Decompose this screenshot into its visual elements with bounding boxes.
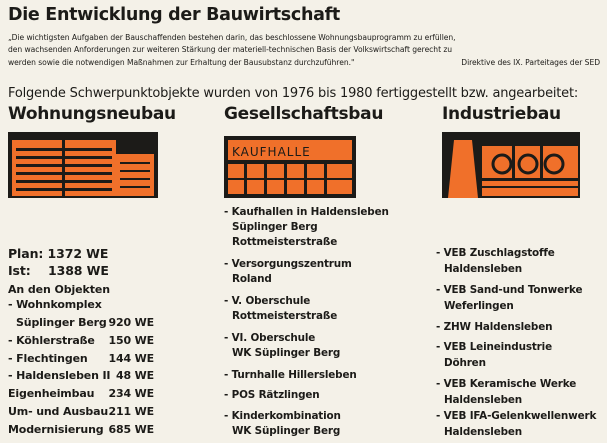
gesellschaftsbau-item: Rottmeisterstraße (232, 236, 338, 248)
housing-row-value: 144 WE (108, 352, 154, 365)
industriebau-item: Haldensleben (444, 394, 523, 406)
industriebau-item: Haldensleben (444, 263, 523, 275)
housing-row-value: 150 WE (108, 334, 154, 347)
gesellschaftsbau-item: - Versorgungszentrum (224, 258, 352, 270)
housing-row (8, 369, 154, 384)
quote-line-1: „Die wichtigsten Aufgaben der Bauschaffenden bestehen darin, das beschlossene Wohnungsbauprogramm zu erfüllen, (8, 33, 456, 42)
housing-row-label: Süplinger Berg (16, 316, 107, 329)
housing-row (8, 334, 154, 349)
industriebau-item: Weferlingen (444, 300, 514, 312)
residential-building-illustration (8, 132, 158, 198)
ist-value: 1388 WE (48, 263, 109, 278)
industriebau-item: - VEB Keramische Werke (436, 378, 577, 390)
gesellschaftsbau-item: Roland (232, 273, 272, 285)
heading-wohnungsneubau: Wohnungsneubau (8, 104, 176, 124)
housing-row (8, 316, 154, 331)
gesellschaftsbau-item: Rottmeisterstraße (232, 310, 338, 322)
industriebau-item: - VEB Leineindustrie (436, 341, 552, 353)
gesellschaftsbau-item: - Turnhalle Hillersleben (224, 369, 357, 381)
industrial-plant-illustration (442, 132, 580, 198)
gesellschaftsbau-item: - Kaufhallen in Haldensleben (224, 206, 389, 218)
heading-industriebau: Industriebau (442, 104, 561, 124)
housing-row-label: - Flechtingen (8, 352, 88, 365)
heading-gesellschaftsbau: Gesellschaftsbau (224, 104, 384, 124)
quote-line-3-text: werden sowie die notwendigen Maßnahmen zur Erhaltung der Bausubstanz durchzuführen." (8, 57, 355, 67)
kaufhalle-sign: KAUFHALLE (232, 145, 311, 159)
industriebau-item: Haldensleben (444, 426, 523, 438)
quote-line-3 (8, 57, 600, 69)
directive-quote (8, 32, 600, 69)
housing-row (8, 352, 154, 367)
housing-row-label: Eigenheimbau (8, 387, 95, 400)
page-title: Die Entwicklung der Bauwirtschaft (8, 5, 340, 25)
quote-source: Direktive des IX. Parteitages der SED (461, 57, 600, 67)
plan-figure: Plan: 1372 WE (8, 246, 109, 261)
objects-heading: An den Objekten (8, 283, 110, 296)
housing-row-value: 211 WE (108, 405, 154, 418)
gesellschaftsbau-item: - Kinderkombination (224, 410, 341, 422)
housing-row (8, 298, 154, 313)
industriebau-item: - VEB Zuschlagstoffe (436, 247, 555, 259)
gesellschaftsbau-item: - VI. Oberschule (224, 332, 316, 344)
housing-row (8, 387, 154, 402)
industriebau-item: - VEB IFA-Gelenkwellenwerk (436, 410, 597, 422)
housing-row-value: 685 WE (108, 423, 154, 436)
housing-row-label: Um- und Ausbau (8, 405, 109, 418)
gesellschaftsbau-item: - POS Rätzlingen (224, 389, 320, 401)
housing-row (8, 423, 154, 438)
housing-row-value: 234 WE (108, 387, 154, 400)
gesellschaftsbau-item: WK Süplinger Berg (232, 425, 341, 437)
gesellschaftsbau-item: - V. Oberschule (224, 295, 311, 307)
kaufhalle-illustration (224, 132, 356, 198)
ist-label: Ist: (8, 263, 31, 278)
ist-figure (8, 263, 108, 278)
industriebau-item: - ZHW Haldensleben (436, 321, 553, 333)
housing-row-value: 48 WE (115, 369, 154, 382)
housing-row (8, 405, 154, 420)
industriebau-item: - VEB Sand-und Tonwerke (436, 284, 583, 296)
industriebau-item: Döhren (444, 357, 486, 369)
housing-row-label: - Köhlerstraße (8, 334, 95, 347)
intro-sentence: Folgende Schwerpunktobjekte wurden von 1976 bis 1980 fertiggestellt bzw. angearbeitet: (8, 86, 579, 101)
housing-row-label: - Wohnkomplex (8, 298, 102, 311)
housing-row-label: - Haldensleben II (8, 369, 111, 382)
quote-line-2: den wachsenden Anforderungen zur weiteren Stärkung der materiell-technischen Basis der Volkswirtschaft gerecht zu (8, 45, 453, 55)
housing-row-value: 920 WE (108, 316, 154, 329)
gesellschaftsbau-item: WK Süplinger Berg (232, 347, 341, 359)
housing-row-label: Modernisierung (8, 423, 104, 436)
gesellschaftsbau-item: Süplinger Berg (232, 221, 318, 233)
